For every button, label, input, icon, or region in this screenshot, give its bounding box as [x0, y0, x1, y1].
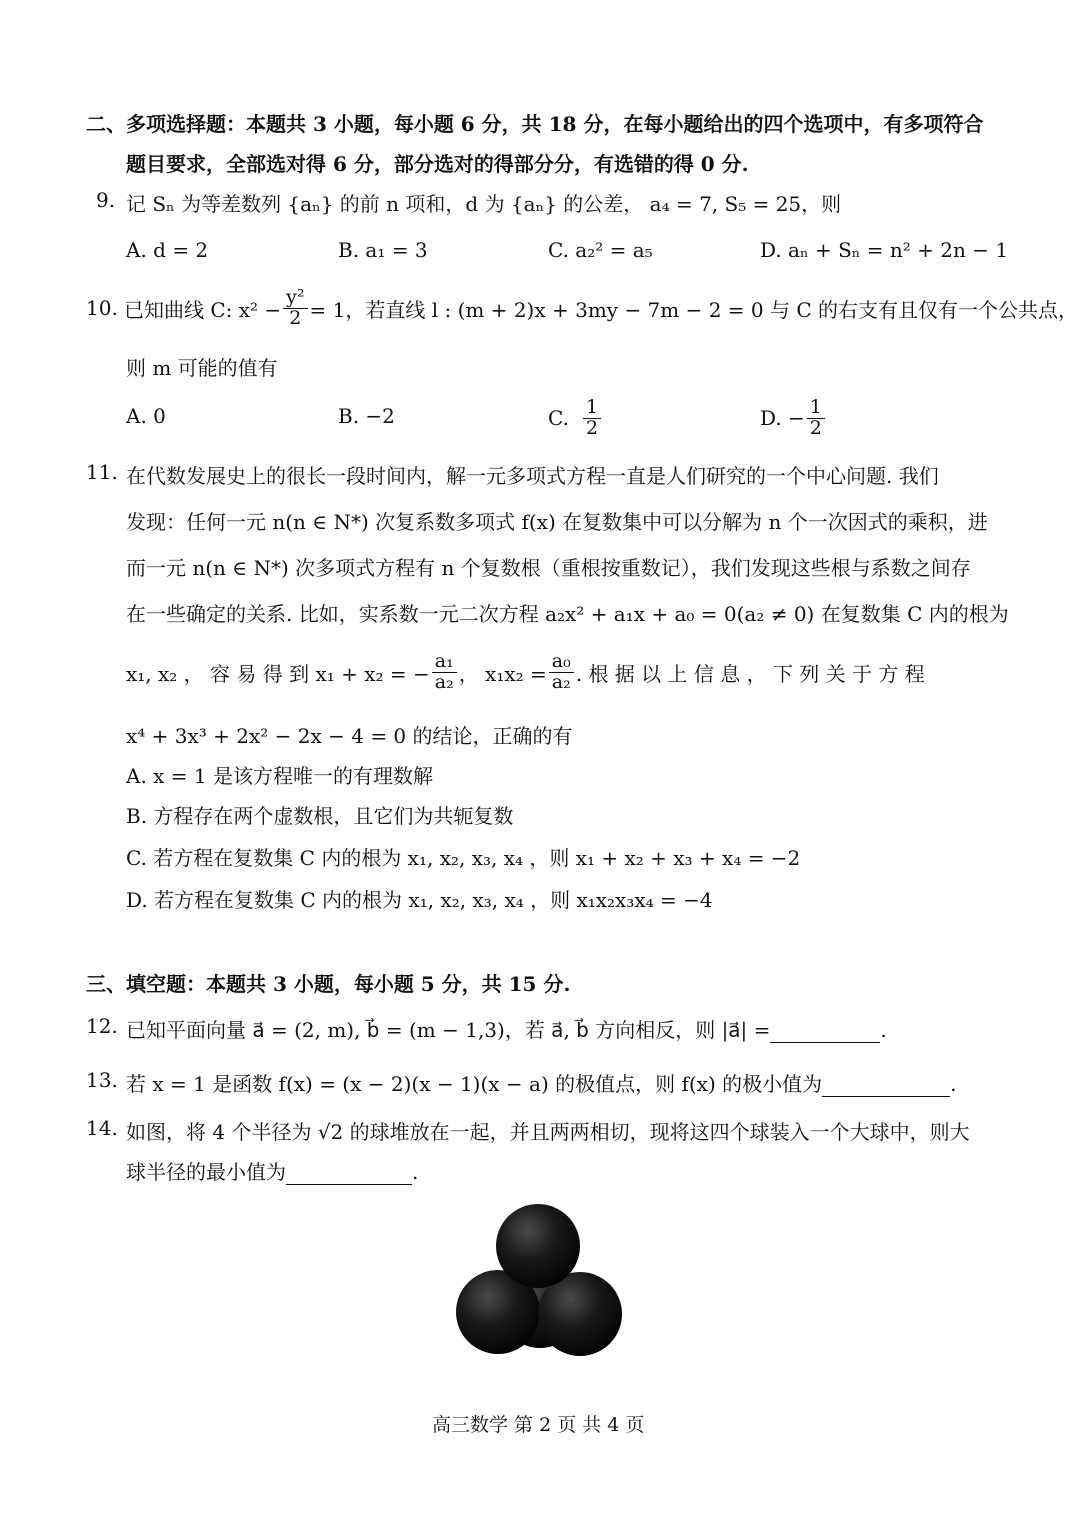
- q12-text: [126, 1014, 887, 1043]
- answer-blank[interactable]: [770, 1022, 880, 1043]
- q9-option-d: D. aₙ + Sₙ = n² + 2n − 1: [760, 238, 1009, 262]
- question-number: 9.: [96, 188, 116, 212]
- q10-option-d-fraction: [807, 395, 825, 439]
- q11-line1: 在代数发展史上的很长一段时间内，解一元多项式方程一直是人们研究的一个中心问题. 我们: [126, 464, 939, 488]
- q11-line3: 而一元 n(n ∈ N*) 次多项式方程有 n 个复数根（重根按重数记），我们发现这些根与系数之间存: [126, 556, 971, 580]
- q10-option-b: B. −2: [338, 404, 395, 428]
- q10-frac-den: 2: [289, 306, 302, 329]
- q11-fraction-1: [432, 649, 457, 693]
- q10-stem: [124, 280, 1078, 336]
- question-number: 14.: [86, 1116, 118, 1140]
- frac-den: a₂: [434, 670, 454, 693]
- q14-line1: 如图，将 4 个半径为 √2 的球堆放在一起，并且两两相切，现将这四个球装入一个大球中，则大: [126, 1120, 970, 1144]
- q10-fraction: [283, 285, 307, 329]
- section2-header-line2: 题目要求，全部选对得 6 分，部分选对的得部分分，有选错的得 0 分.: [126, 152, 749, 176]
- q10-option-c: [548, 392, 603, 444]
- answer-blank[interactable]: [286, 1164, 412, 1185]
- q11-line5-c: . 根 据 以 上 信 息 ， 下 列 关 于 方 程: [575, 661, 925, 686]
- question-number: 11.: [86, 460, 118, 484]
- q11-option-b: B. 方程存在两个虚数根，且它们为共轭复数: [126, 804, 514, 828]
- q12-end: .: [880, 1018, 887, 1042]
- q10-stem-line2: 则 m 可能的值有: [126, 356, 278, 380]
- q11-line2: 发现：任何一元 n(n ∈ N*) 次复系数多项式 f(x) 在复数集中可以分解为 n 个一次因式的乘积，进: [126, 510, 988, 534]
- section2-header-line1: 二、多项选择题：本题共 3 小题，每小题 6 分，共 18 分，在每小题给出的四个选项中，有多项符合: [86, 112, 984, 136]
- q10-option-d-label: D. −: [760, 406, 805, 430]
- q11-option-d: D. 若方程在复数集 C 内的根为 x₁, x₂, x₃, x₄ ，则 x₁x₂x₃x₄ = −4: [126, 888, 713, 912]
- q14-end: .: [412, 1160, 419, 1184]
- q10-option-c-label: C.: [548, 406, 569, 430]
- sphere-top: [496, 1204, 580, 1288]
- stacked-spheres-figure: [440, 1190, 640, 1370]
- q9-stem: 记 Sₙ 为等差数列 {aₙ} 的前 n 项和，d 为 {aₙ} 的公差， a₄ = 7, S₅ = 25，则: [126, 192, 842, 216]
- q11-option-a: A. x = 1 是该方程唯一的有理数解: [126, 764, 433, 788]
- section3-header: 三、填空题：本题共 3 小题，每小题 5 分，共 15 分.: [86, 972, 571, 996]
- frac-num: 1: [807, 398, 825, 419]
- q9-option-a: A. d = 2: [126, 238, 209, 262]
- q11-line6: x⁴ + 3x³ + 2x² − 2x − 4 = 0 的结论，正确的有: [126, 724, 573, 748]
- q10-stem-a: 已知曲线 C: x² −: [124, 297, 282, 322]
- q11-line5-a: x₁, x₂ ， 容 易 得 到 x₁ + x₂ = −: [126, 661, 430, 686]
- q11-line4: 在一些确定的关系. 比如，实系数一元二次方程 a₂x² + a₁x + a₀ = 0(a₂ ≠ 0) 在复数集 C 内的根为: [126, 602, 1009, 626]
- answer-blank[interactable]: [822, 1076, 950, 1097]
- q11-line5-b: ， x₁x₂ =: [458, 661, 547, 686]
- question-number: 10.: [86, 296, 118, 320]
- q10-frac-num: y²: [283, 288, 307, 309]
- frac-num: 1: [583, 398, 601, 419]
- q13-stem: 若 x = 1 是函数 f(x) = (x − 2)(x − 1)(x − a) 的极值点，则 f(x) 的极小值为: [126, 1072, 823, 1096]
- frac-den: 2: [809, 416, 822, 439]
- q11-line5: [126, 644, 925, 700]
- question-number: 12.: [86, 1014, 118, 1038]
- q13-end: .: [950, 1072, 957, 1096]
- q14-line2: [126, 1156, 418, 1185]
- q10-stem-b: = 1，若直线 l : (m + 2)x + 3my − 7m − 2 = 0 与 C 的右支有且仅有一个公共点，: [309, 297, 1079, 322]
- frac-num: a₀: [549, 652, 574, 673]
- q9-option-c: C. a₂² = a₅: [548, 238, 653, 262]
- frac-num: a₁: [432, 652, 457, 673]
- q11-option-c: C. 若方程在复数集 C 内的根为 x₁, x₂, x₃, x₄ ，则 x₁ + x₂ + x₃ + x₄ = −2: [126, 846, 801, 870]
- frac-den: 2: [585, 416, 599, 439]
- q10-option-d: [760, 392, 827, 444]
- q9-option-b: B. a₁ = 3: [338, 238, 428, 262]
- page-footer: 高三数学 第 2 页 共 4 页: [432, 1414, 645, 1436]
- q14-stem: 球半径的最小值为: [126, 1160, 286, 1184]
- q11-fraction-2: [549, 649, 574, 693]
- q10-option-c-fraction: [583, 395, 601, 439]
- q12-stem: 已知平面向量 a⃗ = (2, m), b⃗ = (m − 1,3)，若 a⃗, b⃗ 方向相反，则 |a⃗| =: [126, 1018, 771, 1042]
- frac-den: a₂: [551, 670, 571, 693]
- q13-text: [126, 1068, 956, 1097]
- question-number: 13.: [86, 1068, 118, 1092]
- q10-option-a: A. 0: [126, 404, 166, 428]
